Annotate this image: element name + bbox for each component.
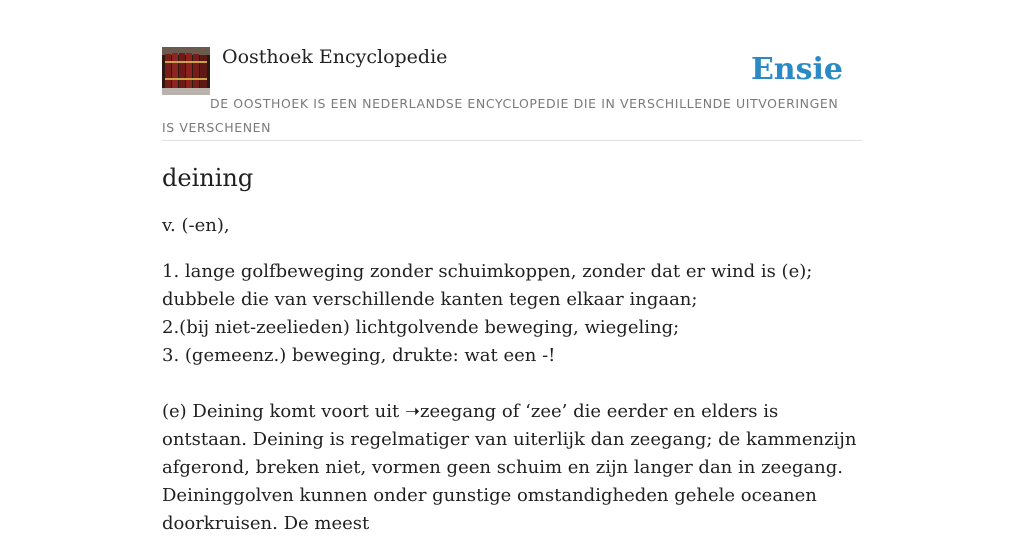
site-name[interactable]: Oosthoek Encyclopedie <box>222 46 448 68</box>
meaning-item: 3. (gemeenz.) beweging, drukte: wat een -! <box>162 345 556 366</box>
site-tagline: DE OOSTHOEK IS EEN NEDERLANDSE ENCYCLOPEDIE DIE IN VERSCHILLENDE UITVOERINGEN IS VERSCHENEN <box>162 96 839 135</box>
entry-content <box>162 160 862 538</box>
site-header <box>162 40 862 141</box>
explanatory-note <box>162 398 862 538</box>
grammar-info: v. (-en), <box>162 215 230 236</box>
ensie-logo[interactable]: Ensie <box>750 52 843 87</box>
encyclopedia-books-avatar[interactable] <box>162 47 210 95</box>
note-prefix: (e) Deining komt voort uit <box>162 401 405 422</box>
arrow-icon: ➝ <box>404 401 421 422</box>
books-image-icon <box>162 47 210 95</box>
note-text: of ‘zee’ die eerder en elders is ontstaan. Deining is regelmatiger van uiterlijk dan zeegang; de kammenzijn afgerond, breken niet, vormen geen schuim en zijn langer dan in zeegang. Deininggolven kunnen onder gunstige omstandigheden gehele oceanen doorkruisen. De meest <box>162 401 857 534</box>
meaning-item: 2.(bij niet-zeelieden) lichtgolvende beweging, wiegeling; <box>162 317 680 338</box>
entry-term: deining <box>162 164 254 192</box>
zeegang-link[interactable]: zeegang <box>420 401 497 422</box>
meanings-list <box>162 258 862 370</box>
meaning-item: 1. lange golfbeweging zonder schuimkoppen, zonder dat er wind is (e); dubbele die van verschillende kanten tegen elkaar ingaan; <box>162 261 813 310</box>
